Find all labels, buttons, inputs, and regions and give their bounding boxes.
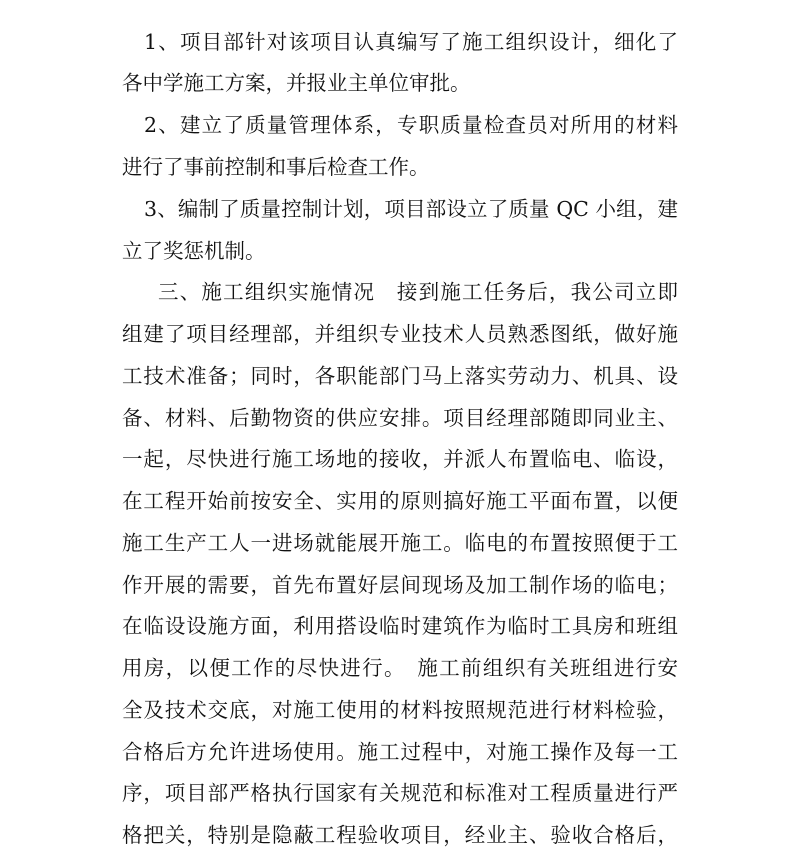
text-line-3: 2、建立了质量管理体系，专职质量检查员对所用的材料 <box>144 113 678 137</box>
text-line-17: 全及技术交底，对施工使用的材料按照规范进行材料检验， <box>122 698 678 722</box>
text-line-2: 各中学施工方案，并报业主单位审批。 <box>122 71 471 95</box>
text-line-1: 1、项目部针对该项目认真编写了施工组织设计，细化了 <box>144 30 678 54</box>
text-line-13: 施工生产工人一进场就能展开施工。临电的布置按照便于工 <box>122 531 678 555</box>
text-line-15: 在临设设施方面，利用搭设临时建筑作为临时工具房和班组 <box>122 614 678 638</box>
text-line-7: 三、施工组织实施情况 接到施工任务后，我公司立即 <box>158 280 678 304</box>
text-line-19: 序，项目部严格执行国家有关规范和标准对工程质量进行严 <box>122 781 678 805</box>
text-line-12: 在工程开始前按安全、实用的原则搞好施工平面布置，以便 <box>122 489 678 513</box>
text-line-14: 作开展的需要，首先布置好层间现场及加工制作场的临电； <box>122 573 678 597</box>
text-line-20: 格把关，特别是隐蔽工程验收项目，经业主、验收合格后， <box>122 823 678 847</box>
text-line-11: 一起，尽快进行施工场地的接收，并派人布置临电、临设， <box>122 447 678 471</box>
text-line-6: 立了奖惩机制。 <box>122 239 266 263</box>
text-line-16: 用房，以便工作的尽快进行。 施工前组织有关班组进行安 <box>122 656 678 680</box>
text-line-4: 进行了事前控制和事后检查工作。 <box>122 155 430 179</box>
text-line-5: 3、编制了质量控制计划，项目部设立了质量 QC 小组，建 <box>144 197 678 221</box>
text-line-18: 合格后方允许进场使用。施工过程中，对施工操作及每一工 <box>122 740 678 764</box>
text-line-9: 工技术准备；同时，各职能部门马上落实劳动力、机具、设 <box>122 364 678 388</box>
text-line-8: 组建了项目经理部，并组织专业技术人员熟悉图纸，做好施 <box>122 322 678 346</box>
text-line-10: 备、材料、后勤物资的供应安排。项目经理部随即同业主、 <box>122 406 678 430</box>
